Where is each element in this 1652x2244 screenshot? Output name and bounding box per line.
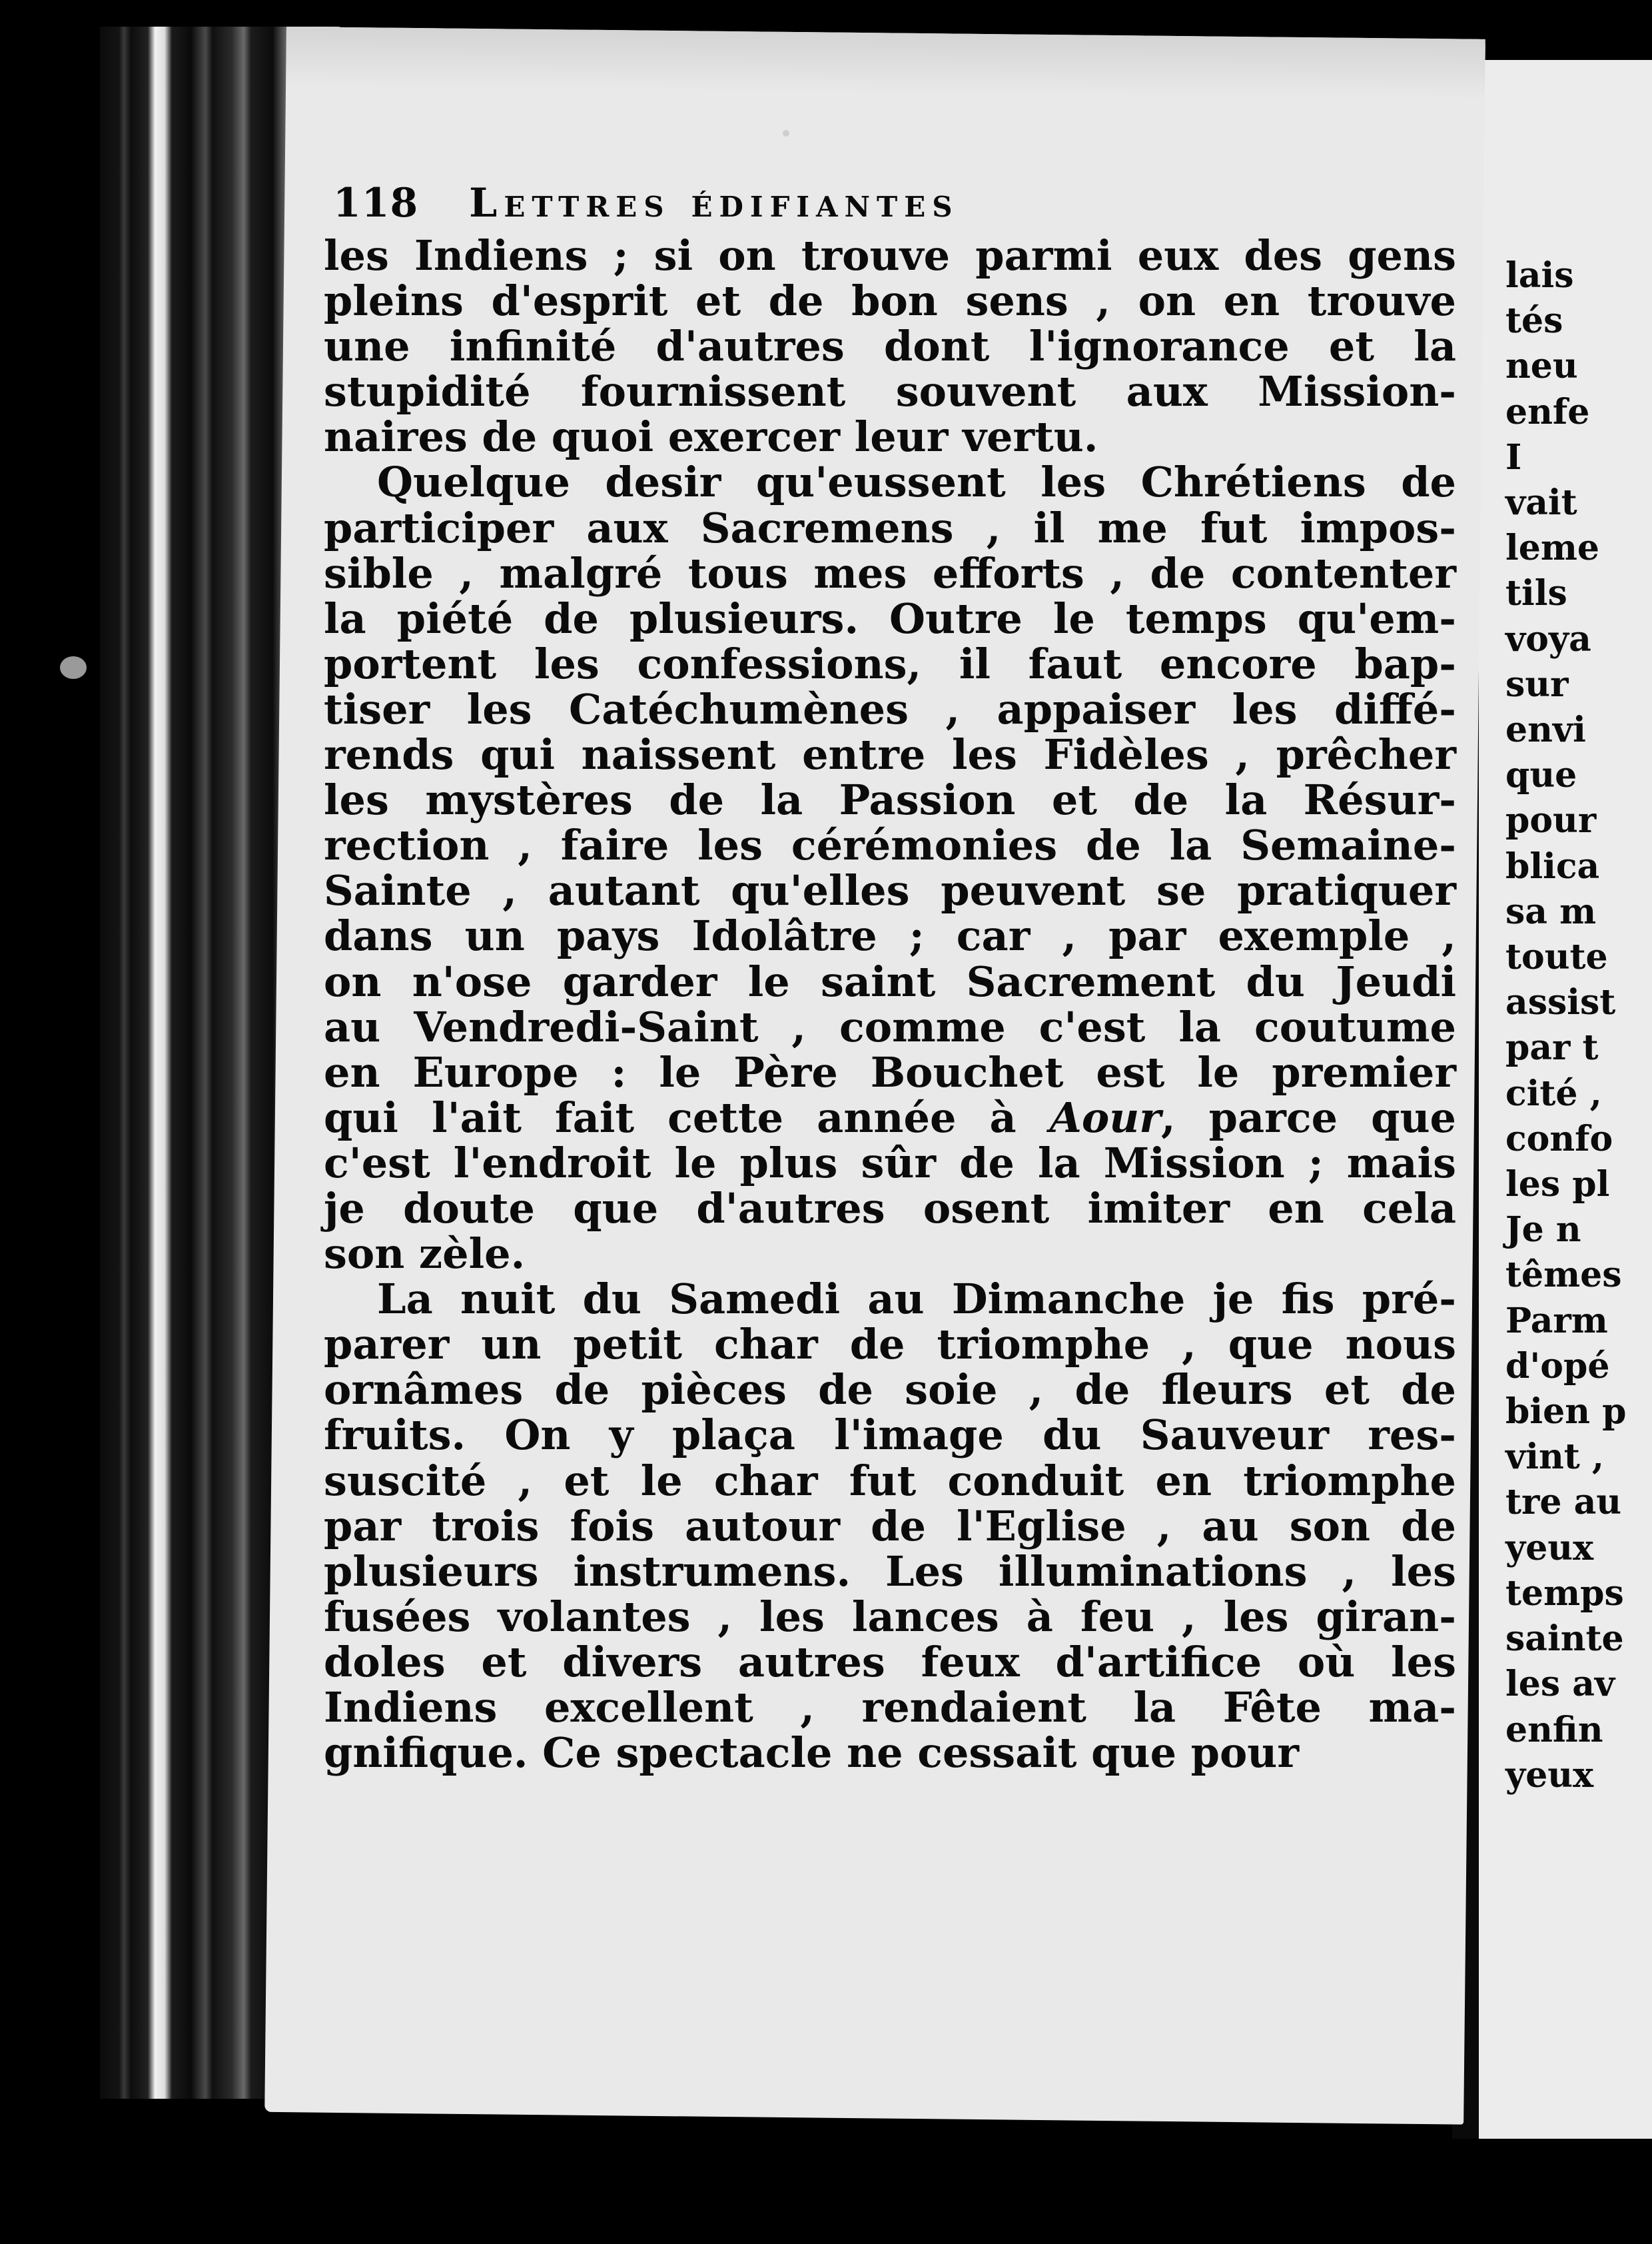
facing-page-line: tre au (1505, 1482, 1622, 1523)
text-line: rection , faire les cérémonies de la Semaine- (324, 821, 1456, 870)
text-line: plusieurs instrumens. Les illuminations , les (324, 1546, 1456, 1596)
facing-page-line: envi (1505, 710, 1586, 751)
text-line: fruits. On y plaça l'image du Sauveur res- (324, 1410, 1456, 1460)
text-line: dans un pays Idolâtre ; car , par exemple , (324, 911, 1456, 961)
text-line: stupidité fournissent souvent aux Mission- (324, 367, 1456, 416)
facing-page-line: vait (1505, 482, 1577, 524)
text-line: naires de quoi exercer leur vertu. (324, 412, 1098, 462)
facing-page-line: tils (1505, 573, 1567, 614)
facing-page-line: leme (1505, 528, 1599, 569)
facing-page-line: pour (1505, 800, 1597, 842)
facing-page-line: cité , (1505, 1073, 1602, 1114)
facing-page-line: que (1505, 755, 1577, 796)
facing-page-line: d'opé (1505, 1345, 1610, 1387)
page-number: 118 (333, 180, 419, 227)
facing-page-line: I (1505, 436, 1522, 478)
facing-page-line: par t (1505, 1027, 1599, 1069)
text-line: rends qui naissent entre les Fidèles , prêcher (324, 730, 1456, 780)
facing-page-line: enfin (1505, 1709, 1603, 1750)
facing-page-line: tés (1505, 300, 1563, 342)
facing-page-line: têmes (1505, 1255, 1622, 1296)
facing-page-text (1505, 253, 1626, 1798)
facing-page (1452, 60, 1652, 2139)
facing-page-line: confo (1505, 1118, 1613, 1159)
text-line: parer un petit char de triomphe , que nous (324, 1320, 1456, 1369)
text-line: je doute que d'autres osent imiter en cela (324, 1183, 1456, 1233)
text-line: La nuit du Samedi au Dimanche je fis pré- (377, 1275, 1456, 1324)
text-line: en Europe : le Père Bouchet est le premier (324, 1047, 1456, 1097)
facing-page-line: yeux (1505, 1754, 1594, 1796)
facing-page-line: voya (1505, 618, 1591, 660)
text-line: pleins d'esprit et de bon sens , on en trouve (324, 277, 1456, 326)
text-line: on n'ose garder le saint Sacrement du Jeudi (324, 957, 1456, 1006)
facing-page-line: les pl (1505, 1164, 1610, 1205)
facing-page-line: blica (1505, 845, 1600, 887)
facing-page-line: sa m (1505, 891, 1597, 932)
text-line: doles et divers autres feux d'artifice où les (324, 1637, 1456, 1686)
running-title: Lettres édifiantes (469, 180, 959, 227)
facing-page-line: sainte (1505, 1618, 1624, 1660)
text-line: ornâmes de pièces de soie , de fleurs et de (324, 1365, 1456, 1414)
text-line: c'est l'endroit le plus sûr de la Mission ; mais (324, 1138, 1456, 1187)
paper-speck (60, 656, 87, 679)
text-line: au Vendredi-Saint , comme c'est la coutume (324, 1002, 1456, 1051)
paper-speck (783, 130, 789, 137)
facing-page-line: neu (1505, 346, 1578, 387)
text-line: gnifique. Ce spectacle ne cessait que pour (324, 1728, 1300, 1778)
text-line: par trois fois autour de l'Eglise , au son de (324, 1501, 1456, 1550)
text-line: les mystères de la Passion et de la Résur- (324, 776, 1456, 825)
text-line: participer aux Sacremens , il me fut impos- (324, 503, 1456, 552)
text-line: Quelque desir qu'eussent les Chrétiens de (377, 458, 1456, 507)
page-header (333, 180, 959, 227)
facing-page-line: Je n (1505, 1209, 1581, 1251)
text-line: Sainte , autant qu'elles peuvent se pratiquer (324, 866, 1456, 915)
facing-page-line: yeux (1505, 1527, 1594, 1568)
facing-page-line: vint , (1505, 1436, 1605, 1478)
text-line: Indiens excellent , rendaient la Fête ma- (324, 1683, 1456, 1732)
text-line: fusées volantes , les lances à feu , les giran- (324, 1592, 1456, 1641)
text-line: portent les confessions, il faut encore bap- (324, 639, 1456, 688)
facing-page-line: Parm (1505, 1300, 1608, 1341)
text-line: suscité , et le char fut conduit en triomphe (324, 1456, 1456, 1505)
body-text (324, 233, 1456, 1776)
facing-page-line: toute (1505, 937, 1608, 978)
facing-page-line: temps (1505, 1572, 1624, 1614)
text-line: qui l'ait fait cette année à Aour, parce que (324, 1093, 1456, 1142)
facing-page-line: lais (1505, 255, 1574, 296)
text-line: son zèle. (324, 1229, 526, 1279)
facing-page-line: assist (1505, 982, 1616, 1023)
facing-page-line: les av (1505, 1664, 1615, 1705)
text-line: tiser les Catéchumènes , appaiser les diffé- (324, 684, 1456, 734)
text-line: une infinité d'autres dont l'ignorance et la (324, 322, 1456, 371)
text-line: les Indiens ; si on trouve parmi eux des gens (324, 231, 1456, 280)
facing-page-line: bien p (1505, 1391, 1627, 1432)
facing-page-line: sur (1505, 664, 1569, 705)
text-line: sible , malgré tous mes efforts , de contenter (324, 548, 1456, 598)
facing-page-line: enfe (1505, 391, 1590, 432)
text-line: la piété de plusieurs. Outre le temps qu'em- (324, 594, 1456, 643)
